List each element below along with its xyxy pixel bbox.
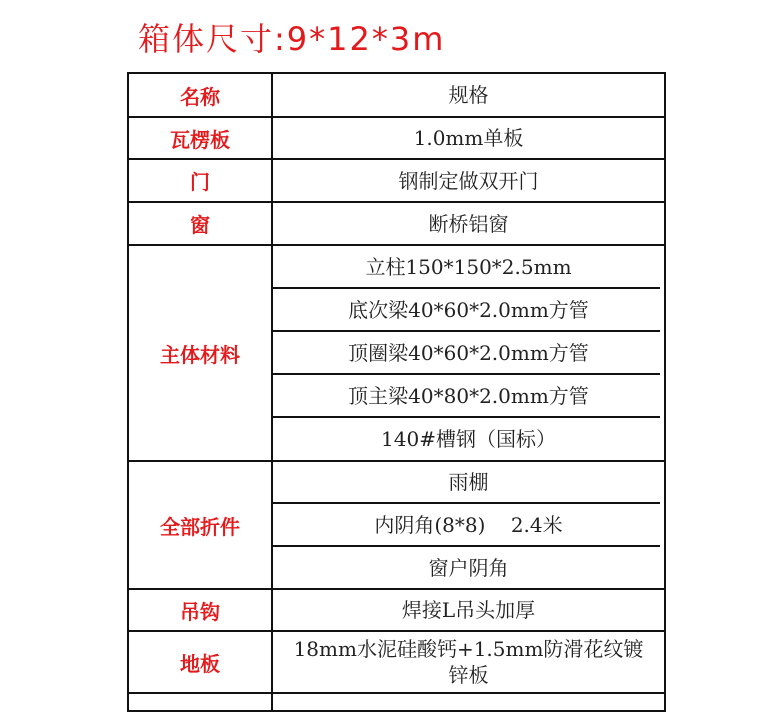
row-value-parts-1: 雨棚 xyxy=(448,470,489,494)
row-value-window: 断桥铝窗 xyxy=(428,211,509,236)
row-label-roof: 瓦楞板 xyxy=(170,127,230,152)
row-value-hook: 焊接L吊头加厚 xyxy=(401,598,536,622)
row-label-main: 主体材料 xyxy=(160,342,240,367)
header-spec: 规格 xyxy=(448,83,489,107)
row-value-floor-line1: 18mm水泥硅酸钙+1.5mm防滑花纹镀 xyxy=(293,637,644,661)
row-value-main-1: 立柱150*150*2.5mm xyxy=(365,254,572,279)
row-value-main-5: 140#槽钢（国标） xyxy=(381,427,556,451)
row-label-hook: 吊钩 xyxy=(180,599,220,624)
spec-table xyxy=(127,72,666,712)
header-name: 名称 xyxy=(180,84,220,109)
row-value-floor xyxy=(273,632,664,692)
row-value-parts-3: 窗户阴角 xyxy=(428,555,509,580)
row-label-window: 窗 xyxy=(190,213,210,237)
row-label-floor: 地板 xyxy=(180,651,220,676)
row-value-roof: 1.0mm单板 xyxy=(413,126,524,150)
row-value-main-4: 顶主梁40*80*2.0mm方管 xyxy=(348,383,589,408)
page-title: 箱体尺寸:9*12*3m xyxy=(138,20,446,58)
row-value-floor-line2: 锌板 xyxy=(448,663,489,687)
row-value-main-2: 底次梁40*60*2.0mm方管 xyxy=(348,297,589,322)
row-value-door: 钢制定做双开门 xyxy=(398,168,539,193)
row-label-parts: 全部折件 xyxy=(160,514,240,539)
row-value-parts-2: 内阴角(8*8) 2.4米 xyxy=(374,512,563,537)
row-divider xyxy=(129,692,664,694)
row-label-door: 门 xyxy=(190,170,210,194)
row-value-main-3: 顶圈梁40*60*2.0mm方管 xyxy=(348,340,589,365)
